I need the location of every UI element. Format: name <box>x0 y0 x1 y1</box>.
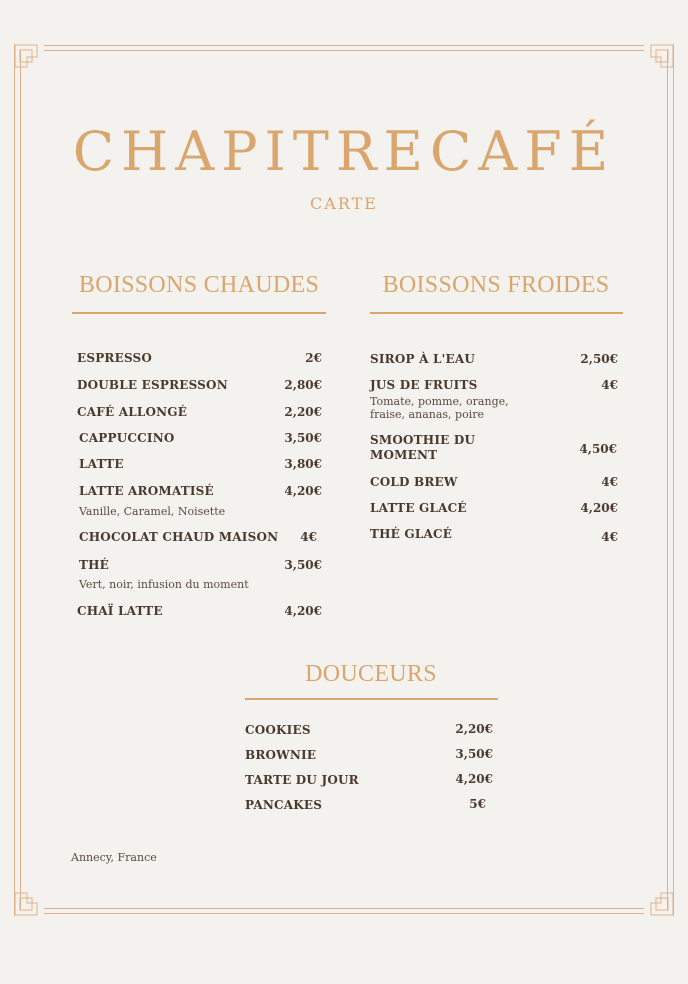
menu-item-name: THÉ GLACÉ <box>370 527 453 541</box>
menu-item-price: 3,50€ <box>284 431 322 445</box>
menu-item-price: 4€ <box>300 530 317 544</box>
menu-item-price: 2,20€ <box>455 722 493 736</box>
menu-item-price: 2,50€ <box>580 352 618 366</box>
menu-item-price: 4€ <box>601 530 618 544</box>
corner-ornament-top-right <box>644 44 674 74</box>
menu-item-price: 4,20€ <box>284 484 322 498</box>
location-footer: Annecy, France <box>71 851 157 864</box>
menu-item-name: CAFÉ ALLONGÉ <box>77 405 188 419</box>
menu-item-name: LATTE <box>79 457 124 471</box>
menu-item-name: CHOCOLAT CHAUD MAISON <box>79 530 279 544</box>
menu-item-name: JUS DE FRUITS <box>370 378 478 392</box>
menu-item-name: ESPRESSO <box>77 351 153 365</box>
cafe-title: CHAPITRECAFÉ <box>72 120 616 183</box>
menu-subtitle: CARTE <box>310 194 378 213</box>
corner-ornament-bottom-left <box>14 886 44 916</box>
menu-item-price: 4,20€ <box>580 501 618 515</box>
menu-item-description: fraise, ananas, poire <box>370 408 484 421</box>
menu-item-name: CHAÏ LATTE <box>77 604 163 618</box>
menu-item-name: LATTE AROMATISÉ <box>79 484 214 498</box>
menu-item-name: BROWNIE <box>245 748 317 762</box>
menu-item-name: SMOOTHIE DU <box>370 433 476 447</box>
menu-item-name: SIROP À L'EAU <box>370 352 476 366</box>
cold-drinks-rule <box>370 312 623 314</box>
menu-item-description: Vanille, Caramel, Noisette <box>79 505 226 518</box>
menu-item-description: Tomate, pomme, orange, <box>370 395 509 408</box>
menu-item-name: MOMENT <box>370 448 438 462</box>
menu-item-name: COLD BREW <box>370 475 458 489</box>
menu-item-name: COOKIES <box>245 723 311 737</box>
frame-bottom-border <box>44 908 644 914</box>
corner-ornament-top-left <box>14 44 44 74</box>
menu-item-price: 2,80€ <box>284 378 322 392</box>
menu-item-price: 2,20€ <box>284 405 322 419</box>
corner-ornament-bottom-right <box>644 886 674 916</box>
menu-item-price: 4€ <box>601 475 618 489</box>
menu-item-price: 5€ <box>469 797 486 811</box>
menu-item-name: TARTE DU JOUR <box>245 773 359 787</box>
menu-item-name: PANCAKES <box>245 798 323 812</box>
hot-drinks-rule <box>72 312 326 314</box>
menu-item-price: 3,50€ <box>284 558 322 572</box>
menu-item-name: CAPPUCCINO <box>79 431 175 445</box>
menu-item-price: 3,80€ <box>284 457 322 471</box>
menu-item-description: Vert, noir, infusion du moment <box>79 578 249 591</box>
menu-item-name: THÉ <box>79 558 110 572</box>
menu-item-price: 4,20€ <box>455 772 493 786</box>
frame-top-border <box>44 45 644 51</box>
menu-item-price: 4€ <box>601 378 618 392</box>
cold-drinks-heading: BOISSONS FROIDES <box>382 272 610 298</box>
menu-item-price: 3,50€ <box>455 747 493 761</box>
menu-item-price: 2€ <box>305 351 322 365</box>
hot-drinks-heading: BOISSONS CHAUDES <box>78 272 320 298</box>
menu-item-price: 4,20€ <box>284 604 322 618</box>
menu-item-price: 4,50€ <box>579 442 617 456</box>
sweets-rule <box>245 698 498 700</box>
menu-item-name: DOUBLE ESPRESSON <box>77 378 228 392</box>
sweets-heading: DOUCEURS <box>305 661 437 687</box>
menu-item-name: LATTE GLACÉ <box>370 501 467 515</box>
